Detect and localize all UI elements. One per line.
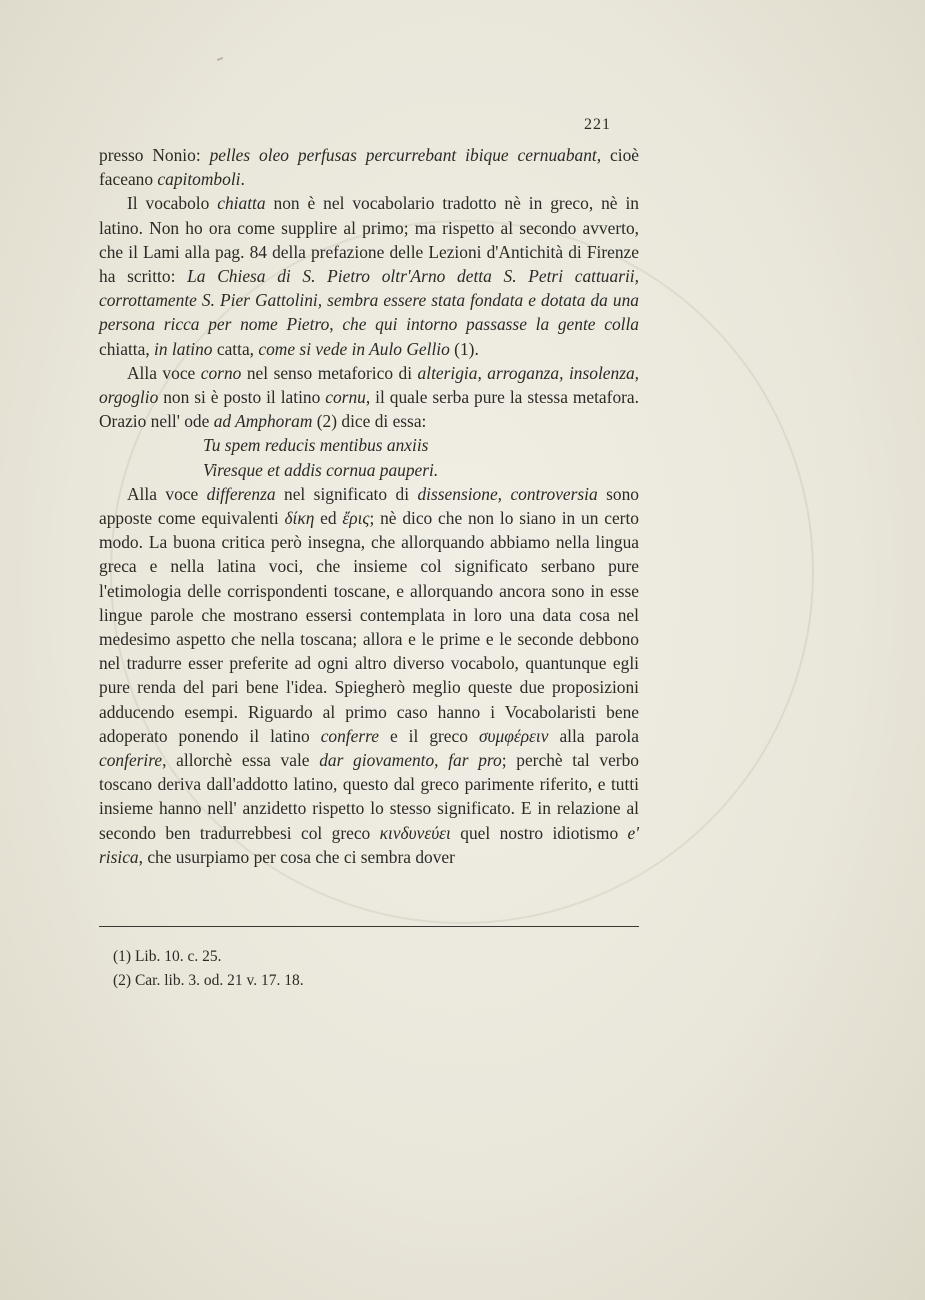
italic-term: dissensione, controversia xyxy=(417,483,598,504)
text-span: sono apposte come equivalenti xyxy=(99,483,640,529)
text-span: e il greco xyxy=(378,725,479,746)
italic-term: alterigia, arroganza, insolenza, orgoglio xyxy=(99,362,640,408)
text-span: non si è posto il latino xyxy=(158,387,326,408)
text-span: Alla voce xyxy=(127,362,201,383)
main-text xyxy=(99,143,639,869)
verse-line-1: Tu spem reducis mentibus anxiis xyxy=(203,435,429,456)
text-span: ed xyxy=(314,508,343,529)
footnote-1: (1) Lib. 10. c. 25. xyxy=(113,948,222,965)
italic-term: conferire xyxy=(99,750,163,771)
text-span: quel nostro idiotismo xyxy=(450,822,628,843)
verse-line-2: Viresque et addis cornua pauperi. xyxy=(203,459,439,480)
text-span: nel significato di xyxy=(275,483,418,504)
italic-term: conferre xyxy=(320,725,379,746)
latin-quote: pelles oleo perfusas percurrebant ibique cernuabant, xyxy=(209,145,602,165)
footnote-ref: (1). xyxy=(449,338,479,359)
footnote-2: (2) Car. lib. 3. od. 21 v. 17. 18. xyxy=(113,972,304,989)
paragraph-4 xyxy=(99,482,639,869)
italic-quote: come si vede in Aulo Gellio xyxy=(258,338,450,359)
text-span: Il vocabolo xyxy=(127,193,218,214)
italic-term: in latino xyxy=(154,338,213,359)
paragraph-1 xyxy=(99,143,639,191)
italic-term: capitomboli xyxy=(157,169,241,190)
text-span: , allorchè essa vale xyxy=(162,750,320,771)
greek-word: συμφέρειν xyxy=(478,725,549,746)
italic-term: dar giovamento, far pro xyxy=(319,750,502,771)
text-span: non è nel vocabolario tradotto nè in greco, nè in latino. Non ho ora come supplire al primo; ma rispetto al secondo avverto, che il Lami alla pag. 84 della prefazione delle Lezioni d'Antichità di Firenze ha scritto: xyxy=(99,193,639,287)
text-span: catta, xyxy=(212,338,259,359)
italic-title: ad Amphoram xyxy=(213,411,313,432)
paragraph-2 xyxy=(99,191,639,360)
paper-speck xyxy=(217,57,223,61)
text-span: . xyxy=(240,169,245,190)
text-span: , il quale serba pure la stessa metafora. Orazio nell' ode xyxy=(99,387,639,432)
italic-term: chiatta xyxy=(217,193,266,214)
italic-term: corno xyxy=(200,362,242,383)
italic-term: cornu xyxy=(325,387,366,408)
text-span: cioè faceano xyxy=(99,145,639,190)
text-span: nel senso metaforico di xyxy=(241,362,418,383)
text-span: , che usurpiamo per cosa che ci sembra dover xyxy=(138,846,455,867)
greek-word: κινδυνεύει xyxy=(379,822,451,843)
text-span: ; nè dico che non lo siano in un certo modo. La buona critica però insegna, che allorquando abbiamo nella lingua greca e nella latina voci, che insieme col significato serbano pure l'etimologia delle corrispondenti toscane, e allorquando ancora sono in esse lingue parole che mostrano essersi contemplata in loro una data cosa nel medesimo aspetto che nella toscana; allora e le prime e le seconde debbono nel tradurre esser preferite ad ogni altro diverso vocabolo, quantunque egli pure renda del pari bene l'idea. Spiegherò meglio queste due proposizioni adducendo esempi. Riguardo al primo caso hanno i Vocabolaristi bene adoperato ponendo il latino xyxy=(99,508,639,746)
footnotes xyxy=(113,945,304,993)
page-number: 221 xyxy=(584,116,611,133)
footnote-divider xyxy=(99,926,639,927)
italic-term: differenza xyxy=(206,483,276,504)
paragraph-3 xyxy=(99,361,639,434)
text-span: presso Nonio: xyxy=(99,145,210,165)
text-span: alla parola xyxy=(548,725,639,746)
text-span: ; perchè tal verbo toscano deriva dall'addotto latino, questo dal greco parimente riferito, e tutti insieme hanno nell' anzidetto rispetto lo stesso significato. E in relazione al secondo ben tradurrebbesi col greco xyxy=(99,750,639,843)
greek-word: δίκη xyxy=(284,508,315,529)
text-span: chiatta, xyxy=(99,338,155,359)
footnote-ref: (2) dice di essa: xyxy=(312,411,427,432)
greek-word: ἔρις xyxy=(342,508,370,529)
italic-quote: La Chiesa di S. Pietro oltr'Arno detta S. Petri cattuarii, corrottamente S. Pier Gattolini, sembra essere stata fondata e dotata da una persona ricca per nome Pietro, che qui intorno passasse la gente colla xyxy=(99,266,639,335)
italic-term: e' risica xyxy=(99,822,639,867)
text-span: Alla voce xyxy=(127,483,207,504)
